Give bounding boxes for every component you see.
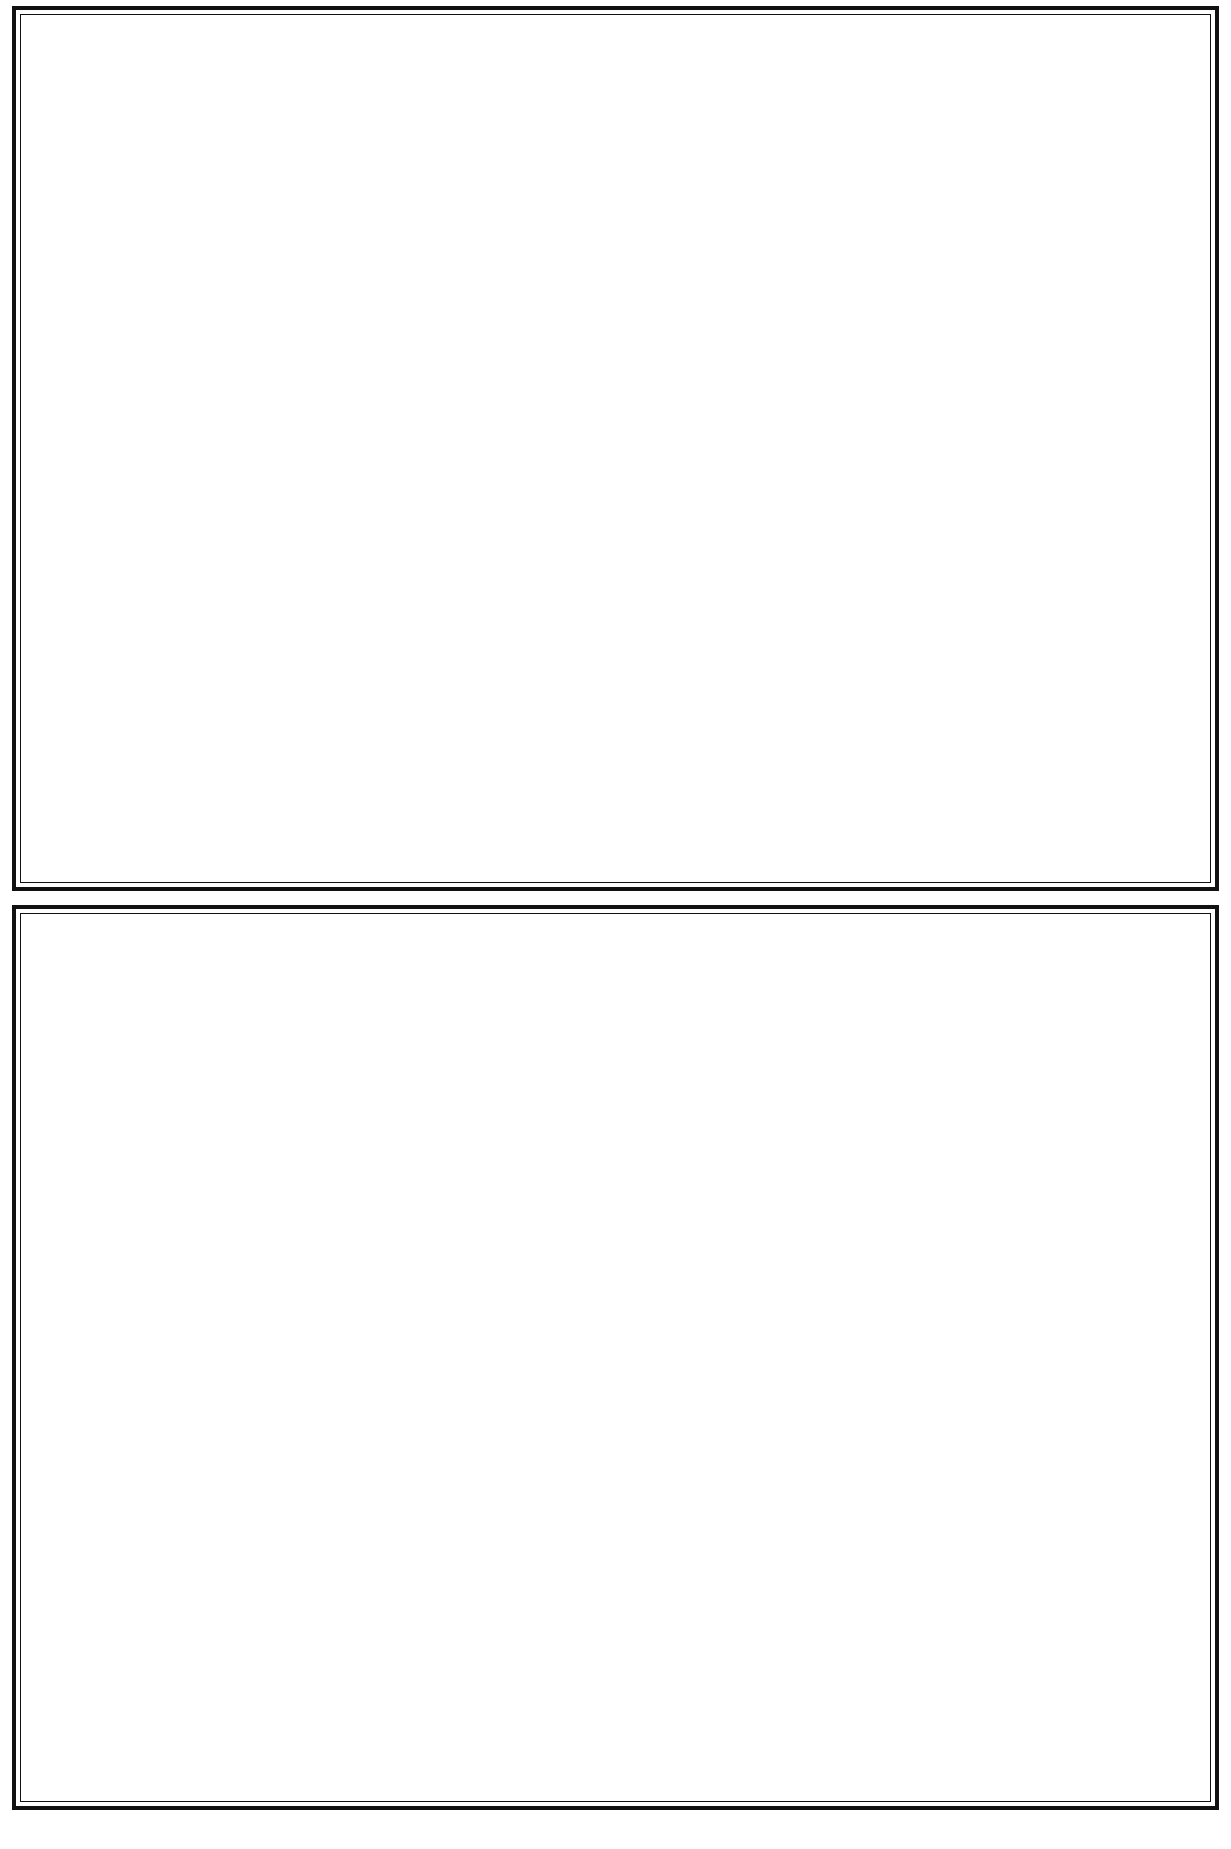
bottom-text-columns	[22, 915, 1209, 1800]
bottom-page-panel	[12, 905, 1219, 1810]
top-text-columns	[22, 16, 1209, 881]
top-page-panel	[12, 6, 1219, 891]
